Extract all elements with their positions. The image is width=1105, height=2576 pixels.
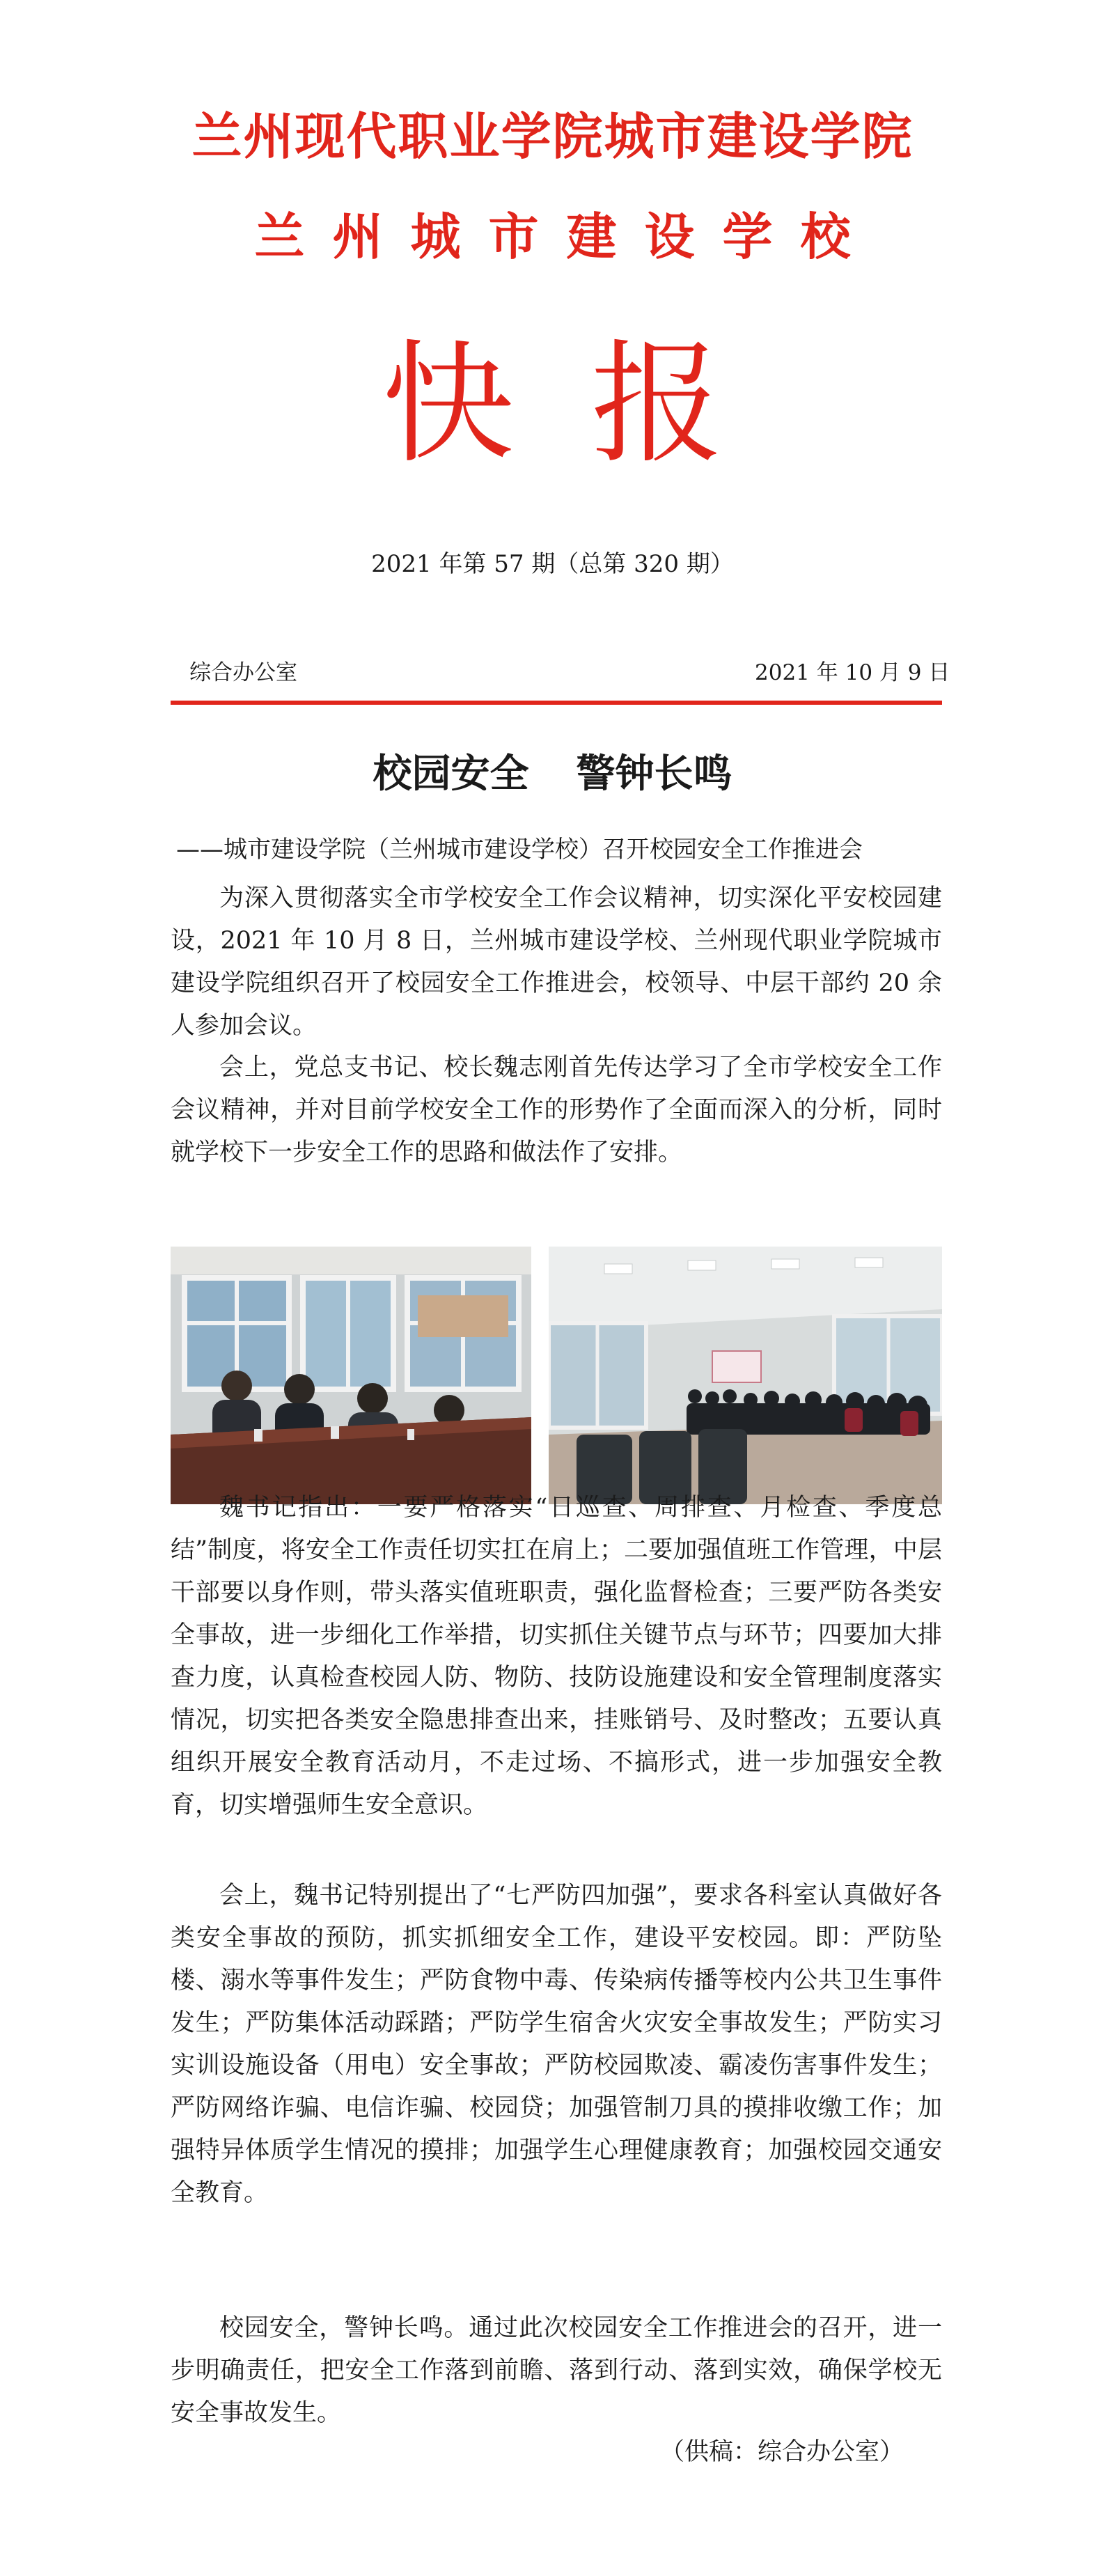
meeting-photo-2 bbox=[549, 1247, 942, 1504]
masthead-school: 兰州城市建设学校 bbox=[254, 208, 879, 266]
masthead-institution: 兰州现代职业学院城市建设学院 bbox=[191, 107, 914, 166]
article-title-part2: 警钟长鸣 bbox=[576, 751, 732, 797]
article-title bbox=[0, 743, 1105, 799]
article-paragraph-3: 魏书记指出：一要严格落实“日巡查、周排查、月检查、季度总结”制度，将安全工作责任切实扛在肩上；二要加强值班工作管理，中层干部要以身作则，带头落实值班职责，强化监督检查；三要严防各类安全事故，进一步细化工作举措，切实抓住关键节点与环节；四要加大排查力度，认真检查校园人防、物防、技防设施建设和安全管理制度落实情况，切实把各类安全隐患排查出来，挂账销号、及时整改；五要认真组织开展安全教育活动月，不走过场、不搞形式，进一步加强安全教育，切实增强师生安全意识。 bbox=[171, 1494, 942, 1819]
article-paragraph-2: 会上，党总支书记、校长魏志刚首先传达学习了全市学校安全工作会议精神，并对目前学校安全工作的形势作了全面而深入的分析，同时就学校下一步安全工作的思路和做法作了安排。 bbox=[171, 1054, 942, 1166]
meeting-photo-1 bbox=[171, 1247, 531, 1504]
article-paragraph-1: 为深入贯彻落实全市学校安全工作会议精神，切实深化平安校园建设，2021 年 10 月 8 日，兰州城市建设学校、兰州现代职业学院城市建设学院组织召开了校园安全工作推进会，校领导、中层干部约 20 余人参加会议。 bbox=[171, 884, 942, 1040]
article-subtitle: ——城市建设学院（兰州城市建设学校）召开校园安全工作推进会 bbox=[176, 836, 863, 864]
article-paragraph-5: 校园安全，警钟长鸣。通过此次校园安全工作推进会的召开，进一步明确责任，把安全工作落到前瞻、落到行动、落到实效，确保学校无安全事故发生。 bbox=[171, 2314, 942, 2427]
article-title-part1: 校园安全 bbox=[373, 751, 529, 797]
issue-number: 2021 年第 57 期（总第 320 期） bbox=[371, 550, 734, 578]
issuing-office: 综合办公室 bbox=[189, 660, 297, 685]
header-divider bbox=[171, 701, 942, 705]
article-credit: （供稿：综合办公室） bbox=[660, 2438, 904, 2466]
issue-date: 2021 年 10 月 9 日 bbox=[755, 660, 950, 685]
article-paragraph-4: 会上，魏书记特别提出了“七严防四加强”，要求各科室认真做好各类安全事故的预防，抓实抓细安全工作，建设平安校园。即：严防坠楼、溺水等事件发生；严防食物中毒、传染病传播等校内公共卫生事件发生；严防集体活动踩踏；严防学生宿舍火灾安全事故发生；严防实习实训设施设备（用电）安全事故；严防校园欺凌、霸凌伤害事件发生；严防网络诈骗、电信诈骗、校园贷；加强管制刀具的摸排收缴工作；加强特异体质学生情况的摸排；加强学生心理健康教育；加强校园交通安全教育。 bbox=[171, 1882, 942, 2207]
masthead-bulletin-title: 快报 bbox=[382, 327, 800, 481]
